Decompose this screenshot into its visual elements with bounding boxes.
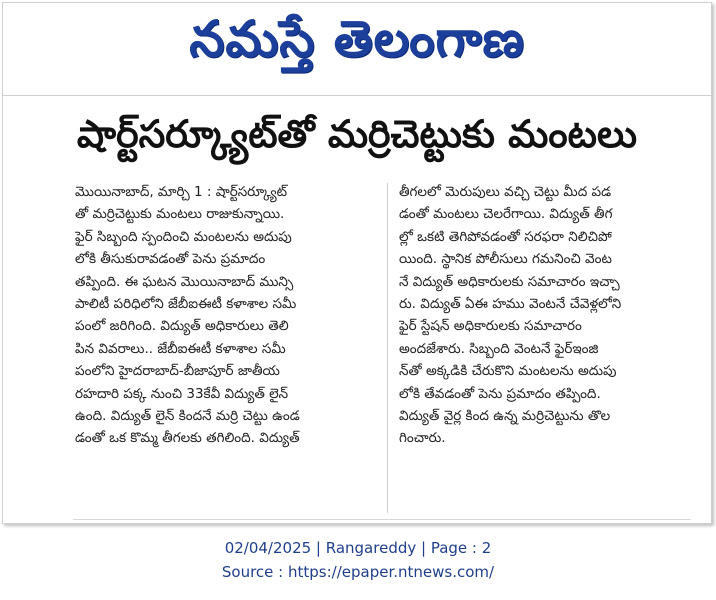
article-line: గించారు. xyxy=(399,430,446,447)
article-line: పిన వివరాలు.. జేబీఐఈటీ కళాశాల సమీ xyxy=(75,340,286,357)
article-line: తో మర్రిచెట్టుకు మంటలు రాజుకున్నాయి. xyxy=(75,206,285,223)
article-line: మొయినాబాద్, మార్చి 1 : షార్ట్‌సర్క్యూట్ xyxy=(75,184,288,200)
article-line: రు. విద్యుత్ ఏఈ హము వెంటనే చేవెళ్లలోని xyxy=(399,296,622,313)
article-line: ఫైర్ స్టేషన్ అధికారులకు సమాచారం xyxy=(399,318,582,335)
article-headline: షార్ట్‌సర్క్యూట్‌తో మర్రిచెట్టుకు మంటలు xyxy=(76,112,638,156)
clipping-footer xyxy=(0,536,716,584)
article-line: డంతో మంటలు చెలరేగాయి. విద్యుత్ తీగ xyxy=(399,206,613,223)
article-line: తీగలలో మెరుపులు వచ్చి చెట్టు మీద పడ xyxy=(399,184,612,200)
article-line: లోకి తేవడంతో పెను ప్రమాదం తప్పింది. xyxy=(399,385,601,402)
article-line: లోకి తీసుకురావడంతో పెను ప్రమాదం xyxy=(75,251,266,268)
article-line: నే విద్యుత్ అధికారులకు సమాచారం ఇచ్చా xyxy=(399,273,620,290)
article-line: న్‌తో అక్కడికి చేరుకొని మంటలను అదుపు xyxy=(399,363,617,380)
source-link[interactable]: Source : https://epaper.ntnews.com/ xyxy=(221,563,495,581)
masthead-divider xyxy=(3,95,711,96)
article-line: పంలోని హైదరాబాద్-బీజాపూర్ జాతీయ xyxy=(75,363,280,380)
article-line: అందజేశారు. సిబ్బంది వెంటనే ఫైర్‌ఇంజి xyxy=(399,340,599,357)
article-bottom-rule xyxy=(73,519,691,520)
article-line: పంలో జరిగింది. విద్యుత్ అధికారులు తెలి xyxy=(75,318,289,335)
article-line: తప్పింది. ఈ ఘటన మొయినాబాద్ మున్సి xyxy=(75,273,294,290)
edition-info: 02/04/2025 | Rangareddy | Page : 2 xyxy=(224,539,492,557)
article-line: ఉంది. విద్యుత్ లైన్ కిందనే మర్రి చెట్టు ఉండ xyxy=(75,408,300,425)
article-column-right xyxy=(399,181,699,450)
article-line: రహదారి పక్క నుంచి 33కేవీ విద్యుత్ లైన్ xyxy=(75,385,289,402)
clipping-frame xyxy=(2,2,712,524)
column-divider xyxy=(387,183,388,513)
article-line: పాలిటీ పరిధిలోని జేబీఐఈటీ కళాశాల సమీ xyxy=(75,296,297,313)
article-column-left xyxy=(75,181,377,450)
article-line: విద్యుత్ వైర్ల కింద ఉన్న మర్రిచెట్టును తొల xyxy=(399,408,611,425)
article-line: యింది. స్థానిక పోలీసులు గమనించి వెంట xyxy=(399,251,612,268)
article-line: ల్లో ఒకటి తెగిపోవడంతో సరఫరా నిలిచిపో xyxy=(399,228,612,245)
article-line: డంతో ఒక కొమ్మ తీగలకు తగిలింది. విద్యుత్ xyxy=(75,430,300,447)
newspaper-masthead: నమస్తే తెలంగాణ xyxy=(189,10,525,68)
article-line: ఫైర్ సిబ్బంది స్పందించి మంటలను అదుపు xyxy=(75,228,292,245)
